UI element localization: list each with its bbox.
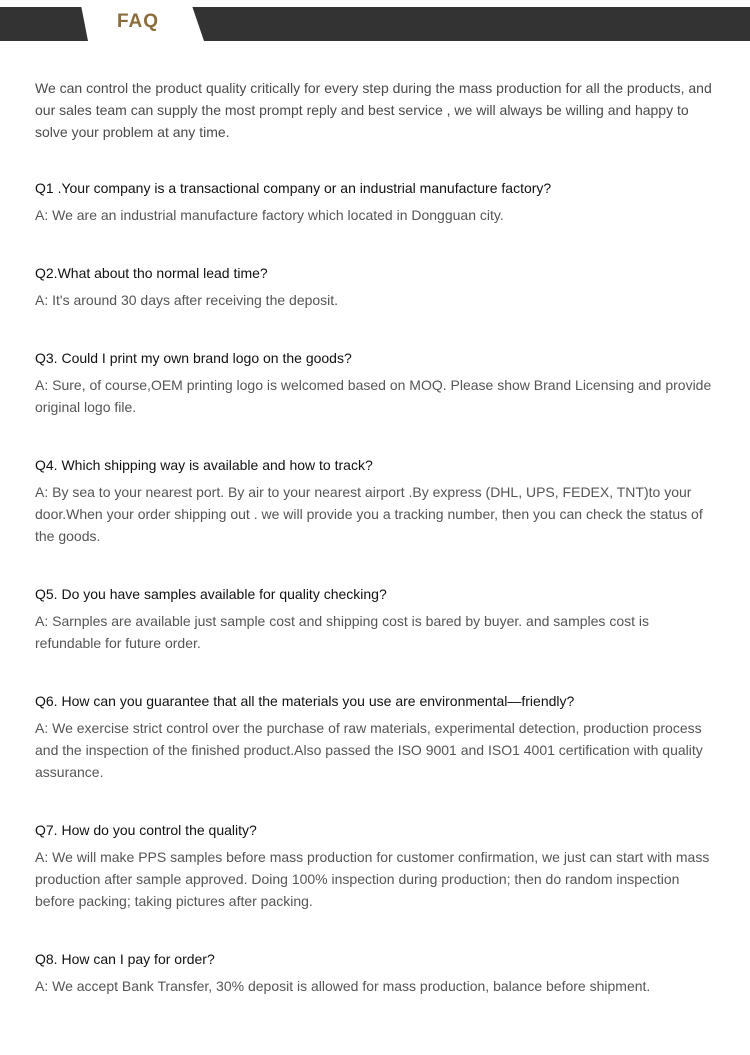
- faq-question-5: Q5. Do you have samples available for quality checking?: [35, 586, 387, 602]
- faq-item-6: [35, 691, 715, 783]
- faq-item-3: [35, 348, 715, 418]
- faq-answer-2: A: It's around 30 days after receiving the deposit.: [35, 292, 339, 308]
- faq-answer-1: A: We are an industrial manufacture factory which located in Dongguan city.: [35, 207, 504, 223]
- faq-item-2: [35, 263, 715, 311]
- faq-answer-7: A: We will make PPS samples before mass production for customer confirmation, we just can start with mass production after sample approved. Doing 100% inspection during production; then do random inspection before packing; taking pictures after packing.: [35, 849, 710, 909]
- faq-content: [35, 77, 715, 997]
- faq-question-6: Q6. How can you guarantee that all the materials you use are environmental—friendly?: [35, 693, 575, 709]
- faq-item-1: [35, 178, 715, 226]
- intro-text: We can control the product quality critically for every step during the mass production for all the products, and our sales team can supply the most prompt reply and best service , we will always be willing and happy to solve your problem at any time.: [35, 80, 712, 140]
- faq-question-2: Q2.What about tho normal lead time?: [35, 265, 268, 281]
- faq-question-4: Q4. Which shipping way is available and how to track?: [35, 457, 373, 473]
- faq-question-3: Q3. Could I print my own brand logo on the goods?: [35, 350, 352, 366]
- faq-item-5: [35, 584, 715, 654]
- faq-answer-5: A: Sarnples are available just sample cost and shipping cost is bared by buyer. and samples cost is refundable for future order.: [35, 613, 649, 651]
- faq-answer-8: A: We accept Bank Transfer, 30% deposit is allowed for mass production, balance before shipment.: [35, 978, 651, 994]
- faq-answer-3: A: Sure, of course,OEM printing logo is welcomed based on MOQ. Please show Brand Licensing and provide original logo file.: [35, 377, 712, 415]
- faq-answer-6: A: We exercise strict control over the purchase of raw materials, experimental detection, production process and the inspection of the finished product.Also passed the ISO 9001 and ISO1 4001 certification with quality assurance.: [35, 720, 703, 780]
- faq-item-4: [35, 455, 715, 547]
- faq-item-8: [35, 949, 715, 997]
- faq-question-8: Q8. How can I pay for order?: [35, 951, 215, 967]
- faq-answer-4: A: By sea to your nearest port. By air to your nearest airport .By express (DHL, UPS, FEDEX, TNT)to your door.When your order shipping out . we will provide you a tracking number, then you can check the status of the goods.: [35, 484, 703, 544]
- faq-question-7: Q7. How do you control the quality?: [35, 822, 257, 838]
- faq-question-1: Q1 .Your company is a transactional company or an industrial manufacture factory?: [35, 180, 552, 196]
- page-title: FAQ: [116, 11, 160, 32]
- faq-item-7: [35, 820, 715, 912]
